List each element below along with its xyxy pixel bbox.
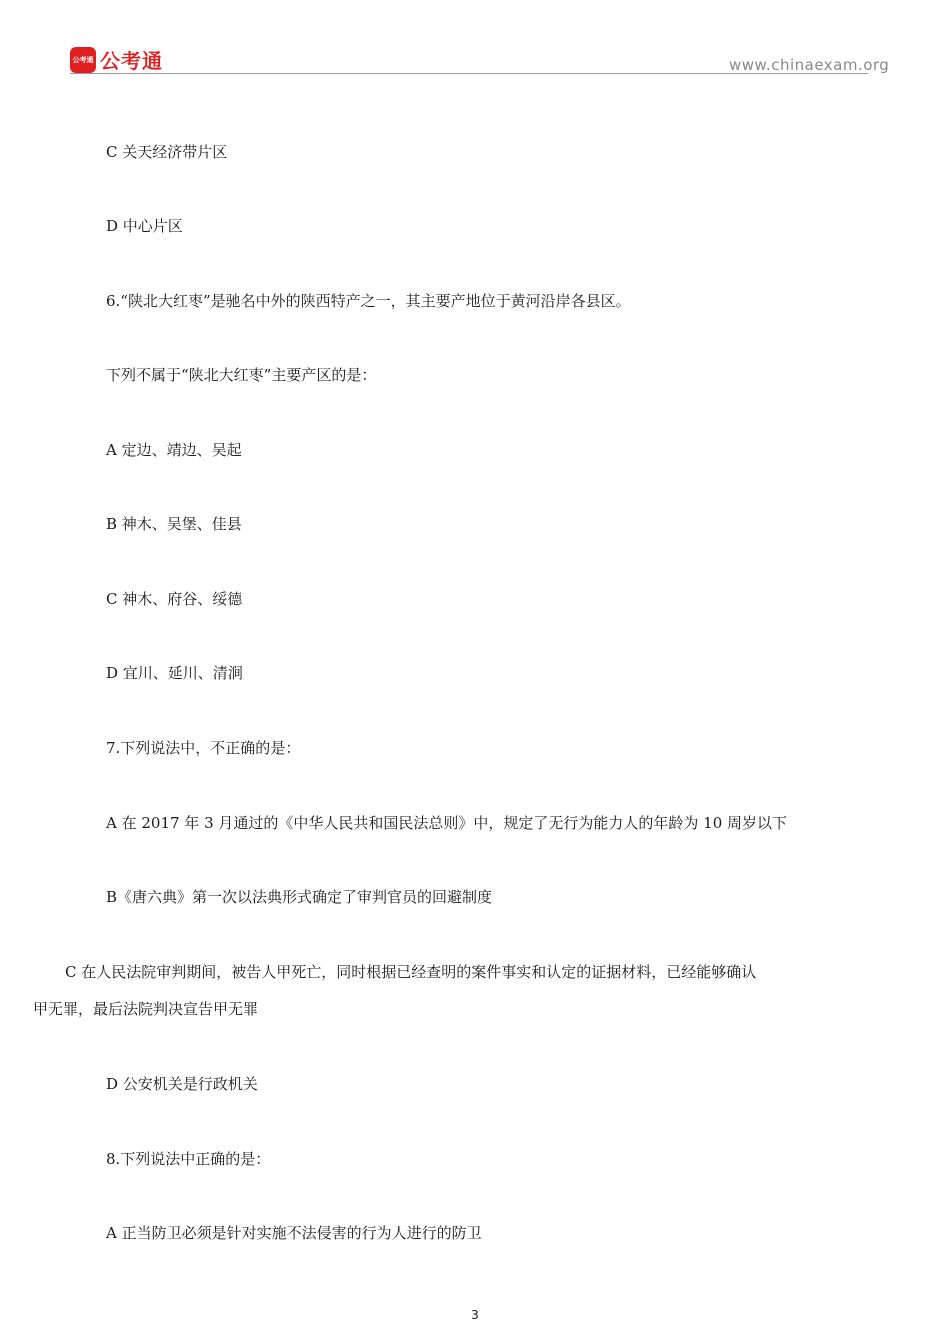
option-6c: C 神木、府谷、绥德 bbox=[106, 590, 243, 608]
option-7b: B《唐六典》第一次以法典形式确定了审判官员的回避制度 bbox=[106, 888, 493, 906]
option-7d: D 公安机关是行政机关 bbox=[106, 1075, 258, 1093]
question-7-stem: 7.下列说法中，不正确的是： bbox=[106, 739, 301, 757]
page-header bbox=[0, 0, 950, 100]
option-6b: B 神木、吴堡、佳县 bbox=[106, 515, 242, 533]
page-number: 3 bbox=[471, 1308, 479, 1322]
logo-badge-icon: 公考通 bbox=[70, 47, 96, 73]
site-url-link[interactable]: www.chinaexam.org bbox=[729, 56, 890, 74]
option-7c-line-1: C 在人民法院审判期间，被告人甲死亡，同时根据已经查明的案件事实和认定的证据材料，已经能够确认 bbox=[65, 963, 757, 981]
option-6d: D 宜川、延川、清涧 bbox=[106, 664, 243, 682]
logo-text: 公考通 bbox=[100, 49, 163, 73]
option-5d: D 中心片区 bbox=[106, 217, 183, 235]
option-8a: A 正当防卫必须是针对实施不法侵害的行为人进行的防卫 bbox=[106, 1224, 482, 1242]
question-6-stem: 6.“陕北大红枣”是驰名中外的陕西特产之一，其主要产地位于黄河沿岸各县区。 bbox=[106, 292, 631, 310]
option-5c: C 关天经济带片区 bbox=[106, 143, 228, 161]
option-6a: A 定边、靖边、吴起 bbox=[106, 441, 242, 459]
question-8-stem: 8.下列说法中正确的是： bbox=[106, 1150, 271, 1168]
option-7c-line-2: 甲无罪，最后法院判决宣告甲无罪 bbox=[33, 1000, 259, 1018]
logo[interactable] bbox=[70, 45, 163, 74]
option-7a: A 在 2017 年 3 月通过的《中华人民共和国民法总则》中，规定了无行为能力人的年龄为 10 周岁以下 bbox=[106, 814, 788, 832]
question-6-prompt: 下列不属于“陕北大红枣”主要产区的是： bbox=[106, 366, 377, 384]
